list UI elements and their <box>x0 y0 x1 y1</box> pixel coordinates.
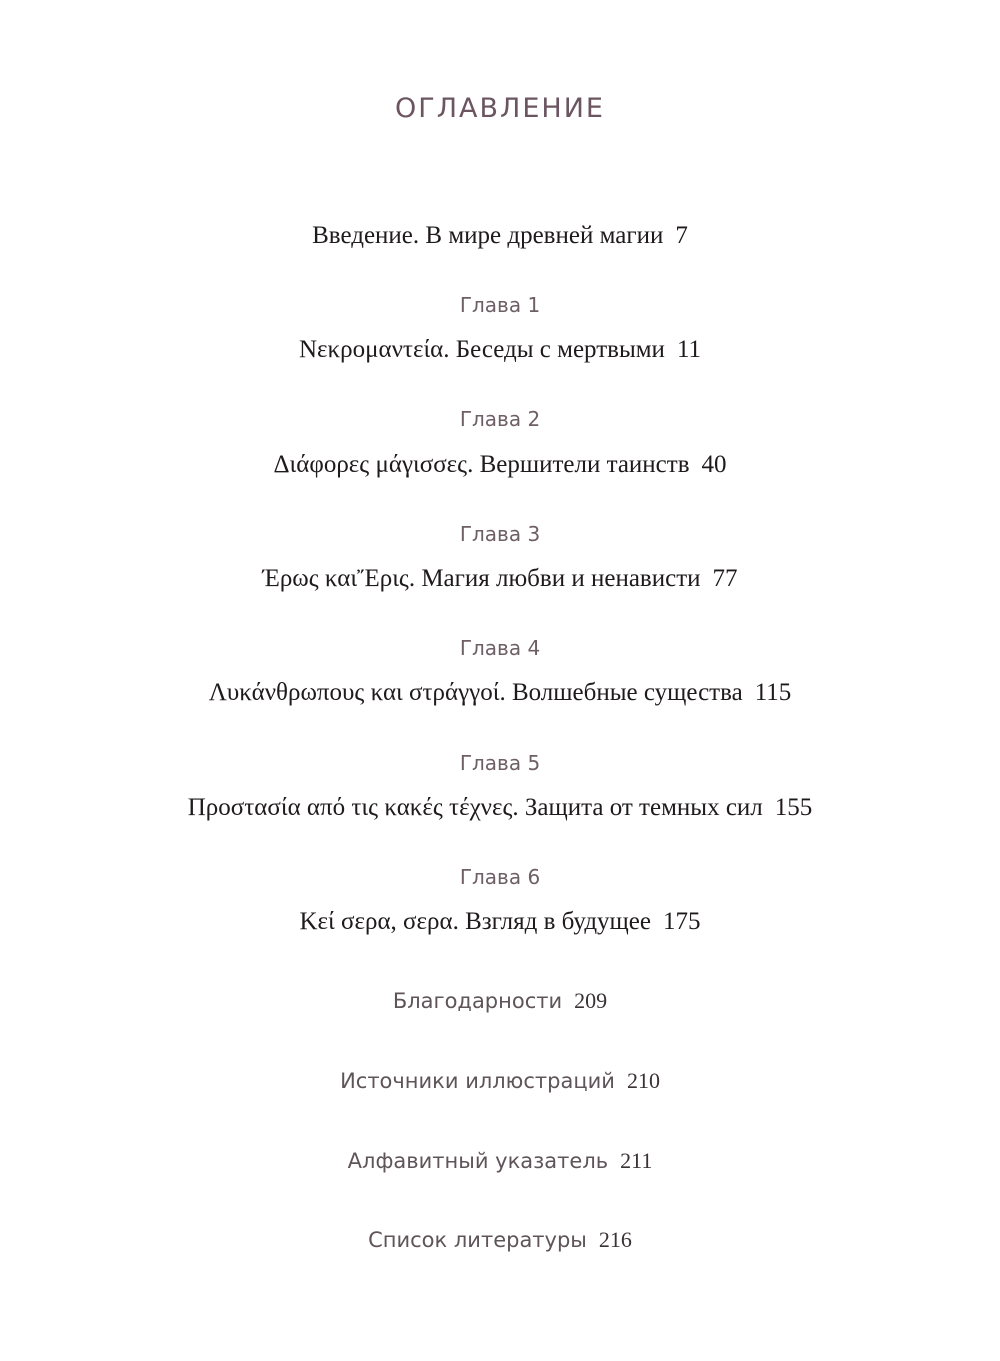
toc-entry-intro[interactable] <box>0 222 1000 250</box>
toc-entry-title: Προστασία από τις κακές τέχνες. Защита от темных сил <box>187 794 763 821</box>
toc-page-number: 11 <box>676 336 702 363</box>
toc-entry-chapter-6[interactable] <box>0 908 1000 936</box>
toc-entry-chapter-5[interactable] <box>0 794 1000 822</box>
toc-entry-title: Διάφορες μάγισσες. Вершители таинств <box>273 451 690 478</box>
toc-entry-title: Έρως καιἜρις. Магия любви и ненависти <box>262 565 701 592</box>
toc-entry-title: Κεί σερα, σερα. Взгляд в будущее <box>299 908 651 935</box>
toc-entry-acknowledgements[interactable] <box>0 988 1000 1014</box>
toc-entry-illustration-sources[interactable] <box>0 1068 1000 1094</box>
chapter-label-3: Глава 3 <box>459 522 541 546</box>
page-title: ОГЛАВЛЕНИЕ <box>395 93 605 124</box>
chapter-label-2: Глава 2 <box>459 407 541 431</box>
toc-entry-title: Νεκρομαντεία. Беседы с мертвыми <box>298 336 665 363</box>
toc-page-number: 40 <box>701 451 727 478</box>
toc-page-number: 77 <box>712 565 738 592</box>
toc-entry-title: Введение. В мире древней магии <box>312 222 664 249</box>
toc-entry-index[interactable] <box>0 1148 1000 1174</box>
toc-entry-title: Список литературы <box>368 1228 587 1252</box>
chapter-label-4: Глава 4 <box>459 636 541 660</box>
toc-entry-title: Λυκάνθρωπους και στράγγοί. Волшебные существа <box>208 679 743 706</box>
toc-page-number: 210 <box>626 1068 660 1093</box>
toc-entry-chapter-4[interactable] <box>0 679 1000 707</box>
toc-entry-chapter-1[interactable] <box>0 336 1000 364</box>
toc-page-number: 7 <box>675 222 688 249</box>
toc-page-number: 211 <box>620 1148 653 1173</box>
toc-entry-bibliography[interactable] <box>0 1227 1000 1253</box>
toc-page-number: 216 <box>598 1227 632 1252</box>
toc-entry-chapter-3[interactable] <box>0 565 1000 593</box>
toc-entry-title: Источники иллюстраций <box>340 1069 615 1093</box>
toc-page-number: 209 <box>574 988 608 1013</box>
toc-page-number: 115 <box>754 679 792 706</box>
chapter-label-5: Глава 5 <box>459 751 541 775</box>
toc-entry-title: Алфавитный указатель <box>347 1149 609 1173</box>
toc-entry-title: Благодарности <box>392 989 563 1013</box>
toc-page-number: 155 <box>774 794 813 821</box>
toc-entry-chapter-2[interactable] <box>0 451 1000 479</box>
chapter-label-1: Глава 1 <box>459 293 541 317</box>
toc-page-number: 175 <box>663 908 701 935</box>
chapter-label-6: Глава 6 <box>459 865 541 889</box>
